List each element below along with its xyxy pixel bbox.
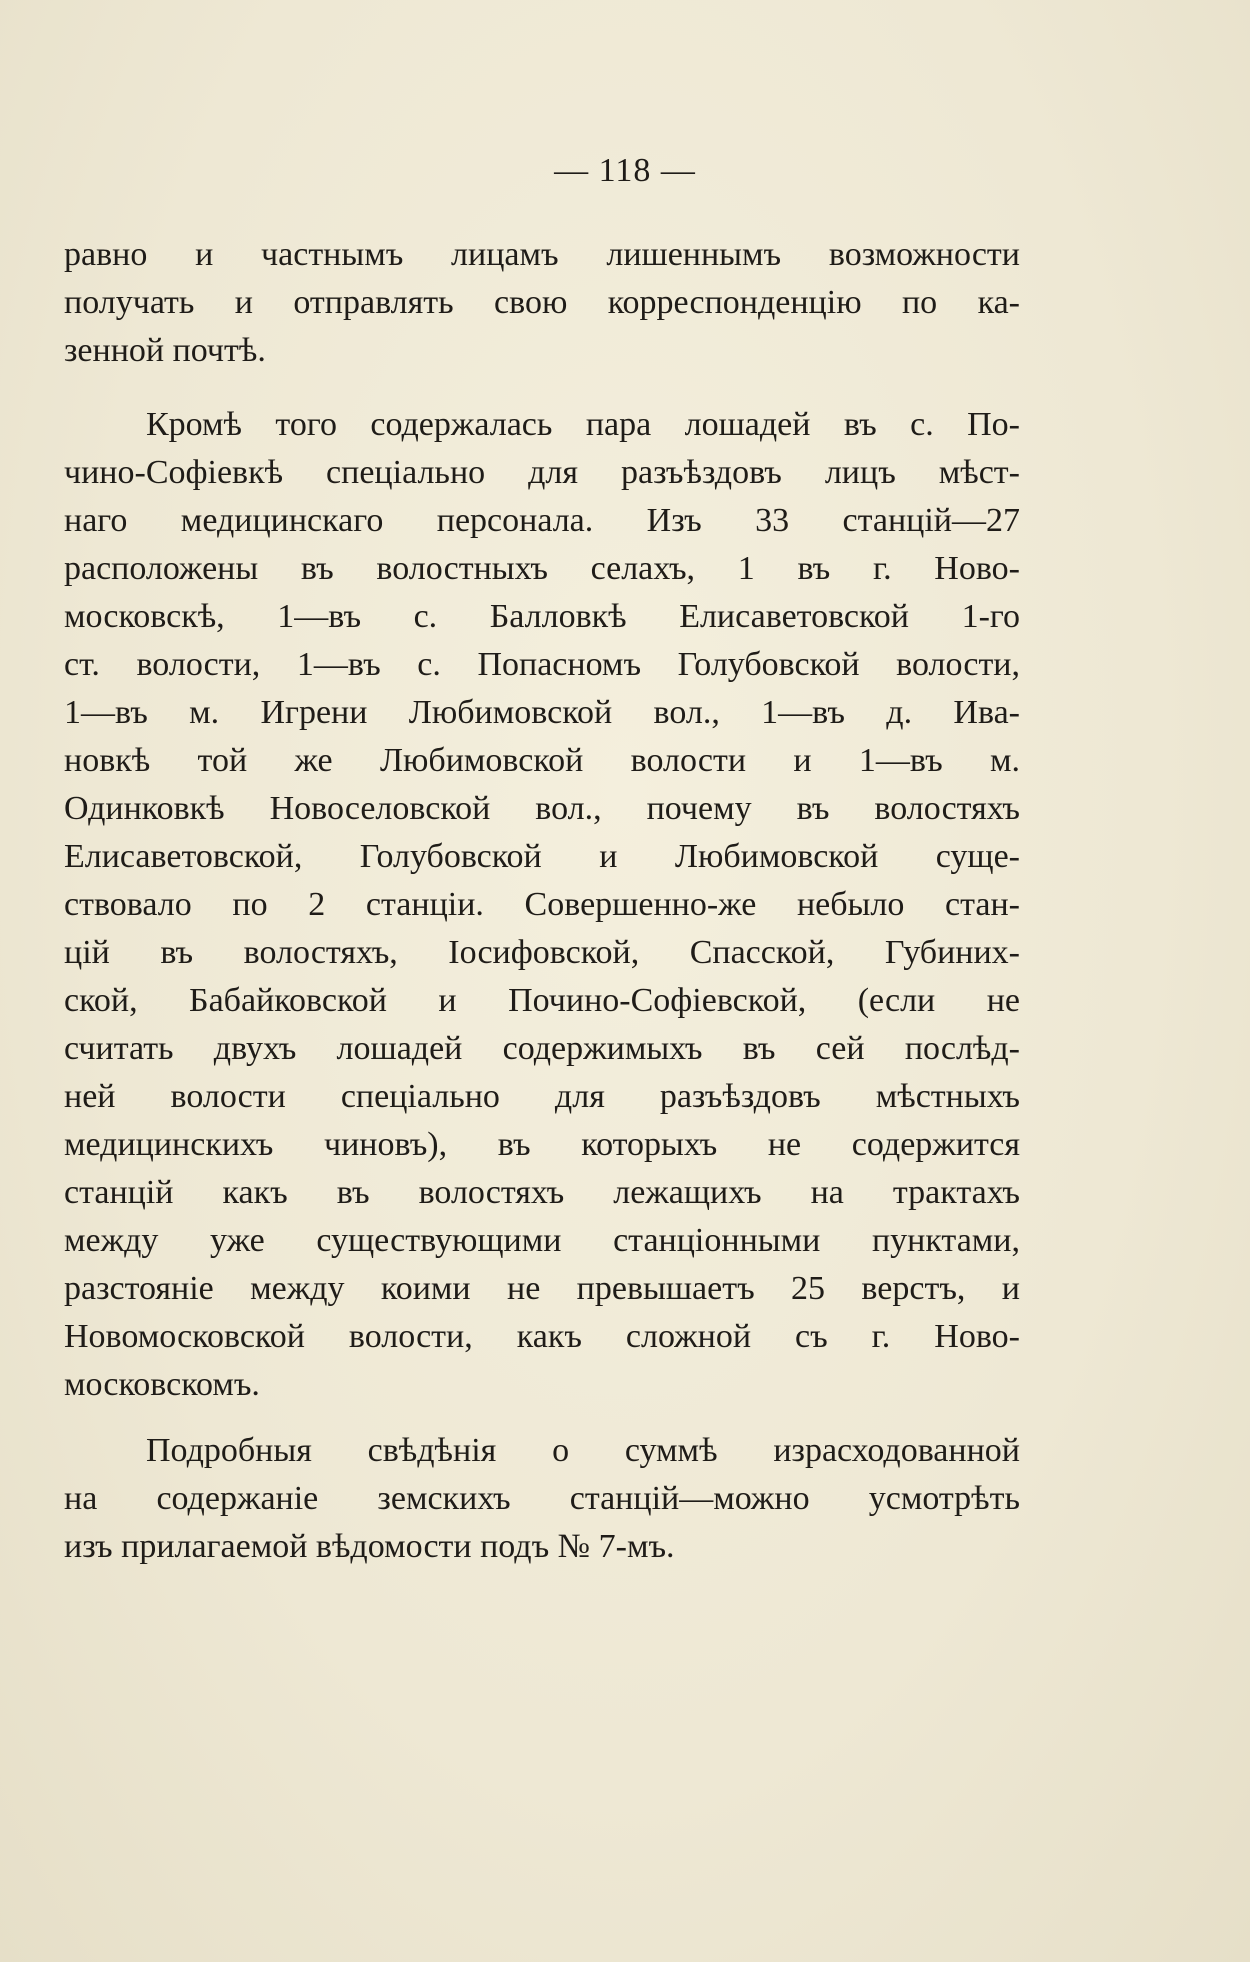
text-line: 1—въ м. Игрени Любимовской вол., 1—въ д. Ива- [64,694,1020,731]
text-line: ст. волости, 1—въ с. Попасномъ Голубовской волости, [64,646,1020,683]
text-line: изъ прилагаемой вѣдомости подъ № 7-мъ. [64,1528,675,1565]
text-line: ствовало по 2 станціи. Совершенно-же небыло стан- [64,886,1020,923]
text-line: московскомъ. [64,1366,260,1403]
text-line: чино-Софіевкѣ спеціально для разъѣздовъ лицъ мѣст- [64,454,1020,491]
text-line: разстояніе между коими не превышаетъ 25 верстъ, и [64,1270,1020,1307]
text-line: на содержаніе земскихъ станцій—можно усмотрѣть [64,1480,1020,1517]
text-line: станцій какъ въ волостяхъ лежащихъ на трактахъ [64,1174,1020,1211]
text-line: зенной почтѣ. [64,332,266,369]
text-line: московскѣ, 1—въ с. Балловкѣ Елисаветовской 1-го [64,598,1020,635]
text-line: считать двухъ лошадей содержимыхъ въ сей послѣд- [64,1030,1020,1067]
text-line: ней волости спеціально для разъѣздовъ мѣстныхъ [64,1078,1020,1115]
text-line: Одинковкѣ Новоселовской вол., почему въ волостяхъ [64,790,1020,827]
text-line: наго медицинскаго персонала. Изъ 33 станцій—27 [64,502,1020,539]
text-line: новкѣ той же Любимовской волости и 1—въ м. [64,742,1020,779]
text-line: Елисаветовской, Голубовской и Любимовской суще- [64,838,1020,875]
page-number: — 118 — [554,152,696,189]
text-line: Новомосковской волости, какъ сложной съ г. Ново- [64,1318,1020,1355]
text-line: равно и частнымъ лицамъ лишеннымъ возможности [64,236,1020,273]
text-line: ской, Бабайковской и Почино-Софіевской, (если не [64,982,1020,1019]
text-line: между уже существующими станціонными пунктами, [64,1222,1020,1259]
text-line: Подробныя свѣдѣнія о суммѣ израсходованной [146,1432,1020,1469]
text-line: расположены въ волостныхъ селахъ, 1 въ г. Ново- [64,550,1020,587]
text-line: медицинскихъ чиновъ), въ которыхъ не содержится [64,1126,1020,1163]
text-line: получать и отправлять свою корреспонденцію по ка- [64,284,1020,321]
text-line: Кромѣ того содержалась пара лошадей въ с. По- [146,406,1020,443]
text-line: цій въ волостяхъ, Іосифовской, Спасской, Губиних- [64,934,1020,971]
